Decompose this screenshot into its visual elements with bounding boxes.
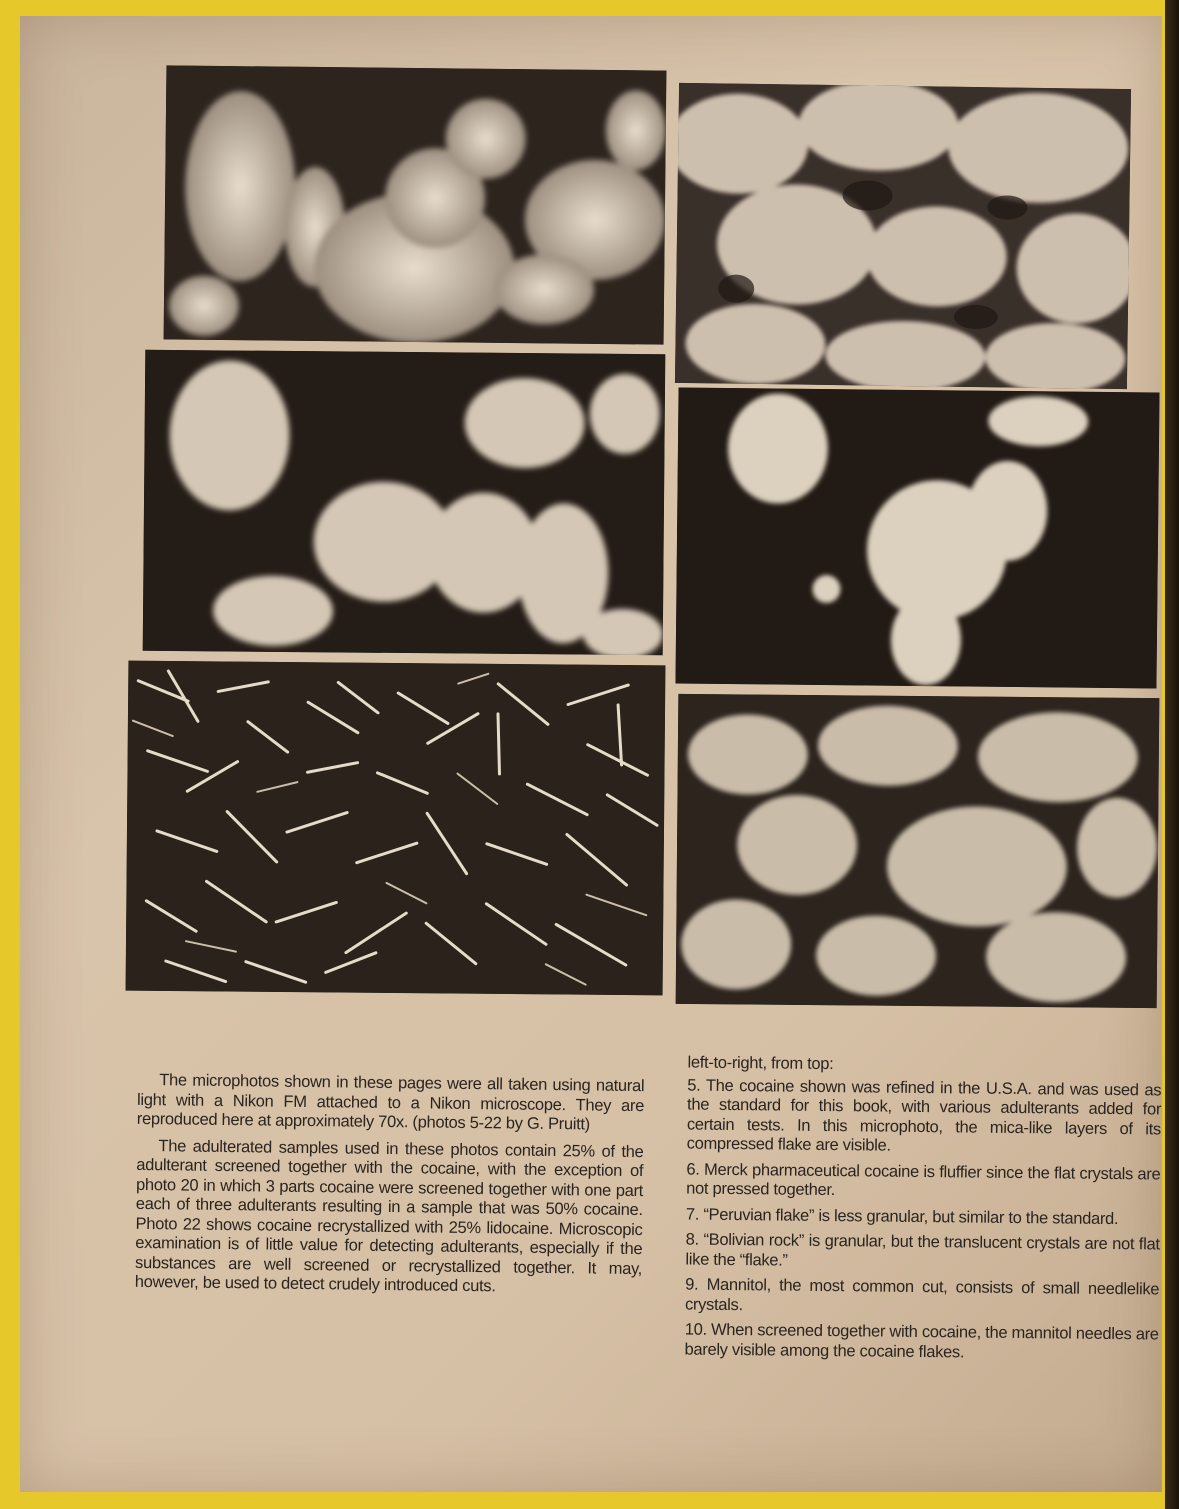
caption-6: 6. Merck pharmaceutical cocaine is fluffier since the flat crystals are not pressed together.	[686, 1160, 1161, 1200]
caption-7: 7. “Peruvian flake” is less granular, but similar to the standard.	[685, 1205, 1119, 1228]
microphoto-7	[143, 350, 666, 656]
microphoto-5	[164, 65, 667, 344]
page-edge-shadow	[1165, 0, 1179, 1509]
caption-9: 9. Mannitol, the most common cut, consists of small needlelike crystals.	[684, 1275, 1160, 1314]
microphoto-6	[675, 83, 1131, 389]
intro-paragraph-2: The adulterated samples used in these photos contain 25% of the adulterant screened together with the cocaine, with the exception of photo 20 in which 3 parts cocaine were screened together with one part each of three adulterants resulting in a sample that was 50% cocaine. Photo 22 shows cocaine recrystallized with 25% lidocaine. Microscopic examination is of little value for detecting adulterants, especially if the substances are well screened or recrystallized together. It may, however, be used to detect crudely introduced cuts.	[134, 1136, 644, 1296]
captions-heading: left-to-right, from top:	[687, 1053, 834, 1074]
caption-8: 8. “Bolivian rock” is granular, but the translucent crystals are not flat like the “flake.”	[685, 1230, 1160, 1270]
intro-text	[135, 1071, 645, 1306]
intro-paragraph-1: The microphotos shown in these pages were all taken using natural light with a Nikon FM attached to a Nikon microscope. They are reproduced here at approximately 70x. (photos 5-22 by G. Pruitt)	[136, 1071, 645, 1134]
microphoto-8	[675, 387, 1159, 688]
microphoto-10	[676, 694, 1160, 1008]
captions	[684, 1054, 1161, 1371]
book-page	[20, 16, 1162, 1492]
caption-10: 10. When screened together with cocaine, the mannitol needles are barely visible among the cocaine flakes.	[684, 1320, 1159, 1361]
microphoto-9	[126, 661, 666, 996]
caption-5: 5. The cocaine shown was refined in the U.S.A. and was used as the standard for this book, with various adulterants added for certain tests. In this microphoto, the mica-like layers of its compressed flake are visible.	[686, 1076, 1162, 1155]
